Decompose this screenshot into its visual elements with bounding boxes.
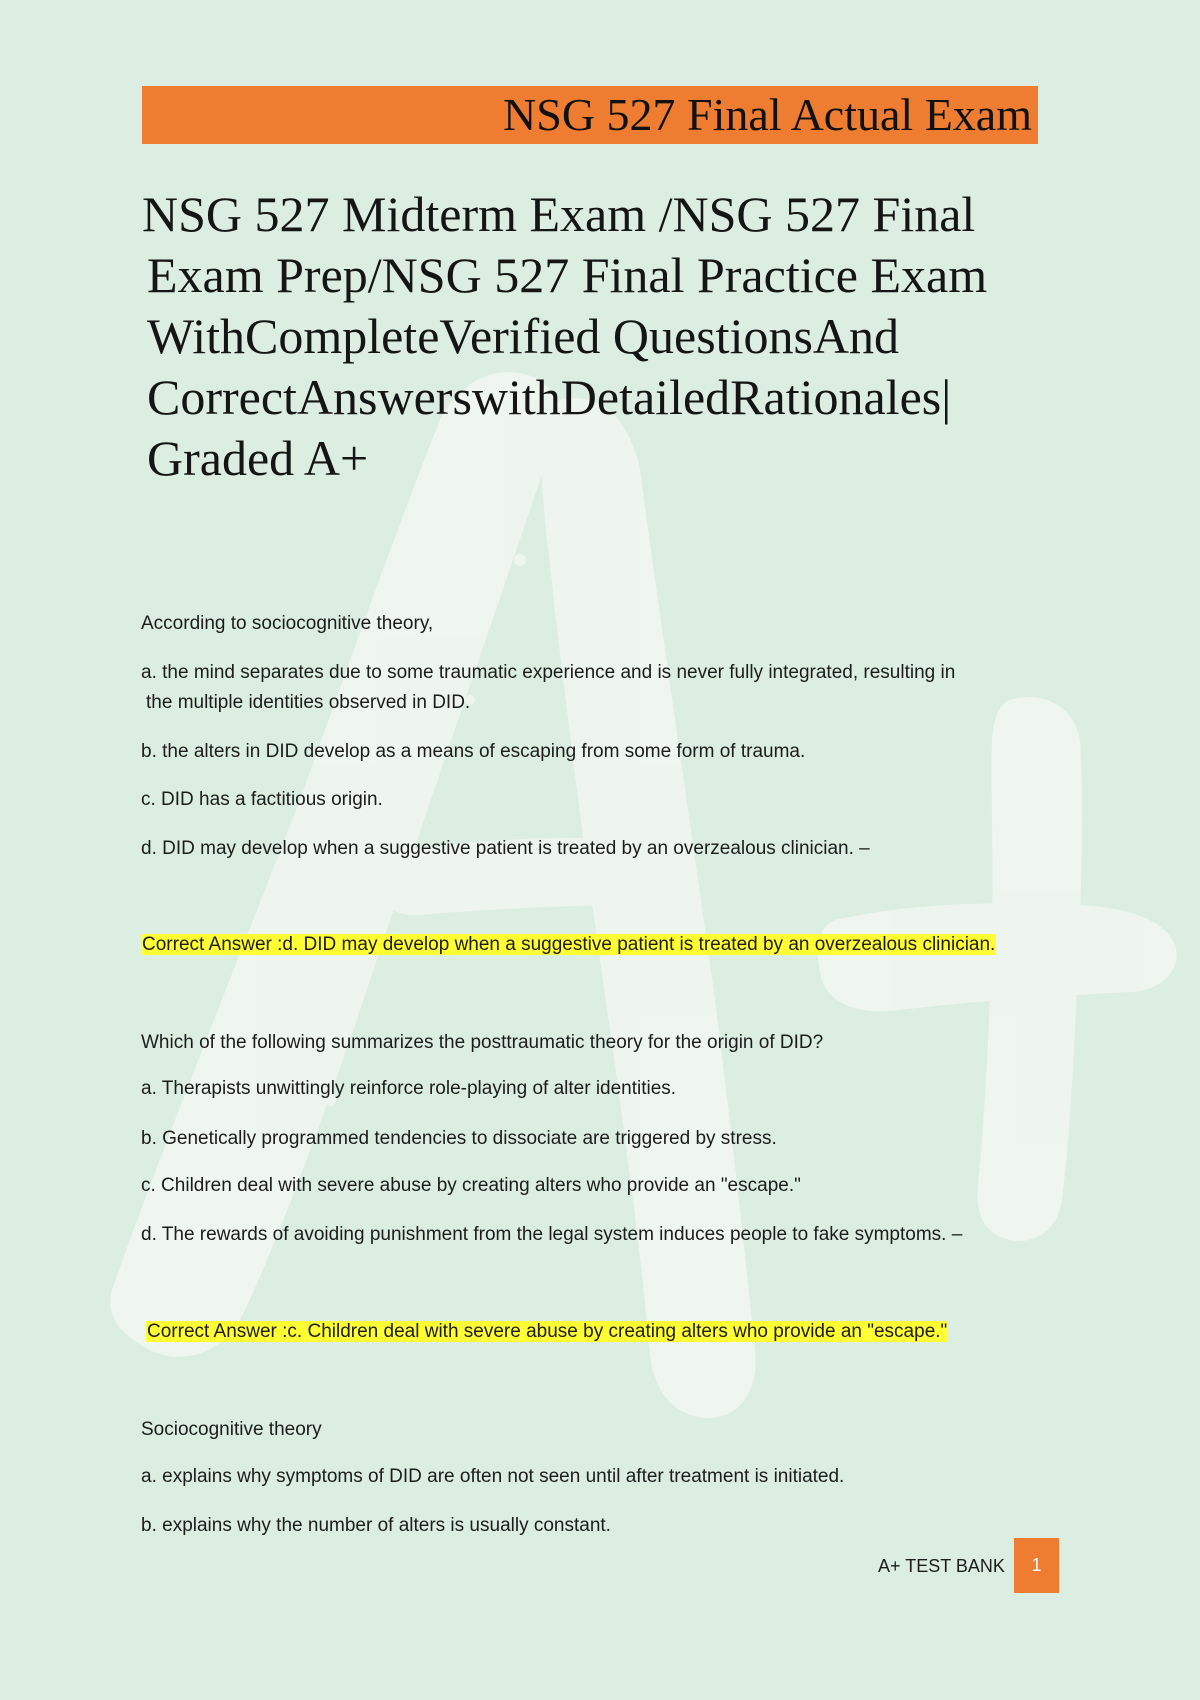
answer-option: a. explains why symptoms of DID are often not seen until after treatment is initiated. — [141, 1466, 845, 1487]
footer-label: A+ TEST BANK — [878, 1556, 1005, 1576]
answer-option: d. DID may develop when a suggestive patient is treated by an overzealous clinician. – — [141, 838, 870, 859]
exam-banner — [142, 86, 1038, 144]
answer-option: b. explains why the number of alters is usually constant. — [141, 1515, 611, 1536]
answer-option: a. the mind separates due to some traumatic experience and is never fully integrated, resulting in — [141, 662, 956, 683]
correct-answer-highlight: Correct Answer :c. Children deal with severe abuse by creating alters who provide an "escape." — [147, 1321, 948, 1342]
title-line: CorrectAnswerswithDetailedRationales| — [147, 369, 952, 425]
banner-title: NSG 527 Final Actual Exam — [503, 89, 1032, 140]
page-number-badge: 1 — [1014, 1538, 1059, 1593]
correct-answer-highlight: Correct Answer :d. DID may develop when a suggestive patient is treated by an overzealous clinician. — [142, 934, 996, 955]
answer-option: b. the alters in DID develop as a means of escaping from some form of trauma. — [141, 741, 806, 762]
answer-option-continuation: the multiple identities observed in DID. — [146, 692, 471, 713]
question-stem: Which of the following summarizes the posttraumatic theory for the origin of DID? — [141, 1032, 824, 1053]
answer-option: d. The rewards of avoiding punishment from the legal system induces people to fake symptoms. – — [141, 1224, 963, 1245]
question-stem: Sociocognitive theory — [141, 1419, 322, 1440]
answer-option: c. DID has a factitious origin. — [141, 789, 383, 810]
title-line: Exam Prep/NSG 527 Final Practice Exam — [147, 247, 988, 303]
title-line: NSG 527 Midterm Exam /NSG 527 Final — [142, 186, 976, 242]
correct-answer — [141, 1320, 948, 1344]
title-line: Graded A+ — [147, 430, 369, 486]
question-stem: According to sociocognitive theory, — [141, 613, 434, 634]
answer-option: b. Genetically programmed tendencies to dissociate are triggered by stress. — [141, 1128, 777, 1149]
correct-answer — [141, 933, 996, 957]
answer-option: a. Therapists unwittingly reinforce role-playing of alter identities. — [141, 1078, 677, 1099]
document-title — [142, 184, 1042, 489]
title-line: WithCompleteVerified QuestionsAnd — [147, 308, 900, 364]
answer-option: c. Children deal with severe abuse by creating alters who provide an "escape." — [141, 1175, 801, 1196]
